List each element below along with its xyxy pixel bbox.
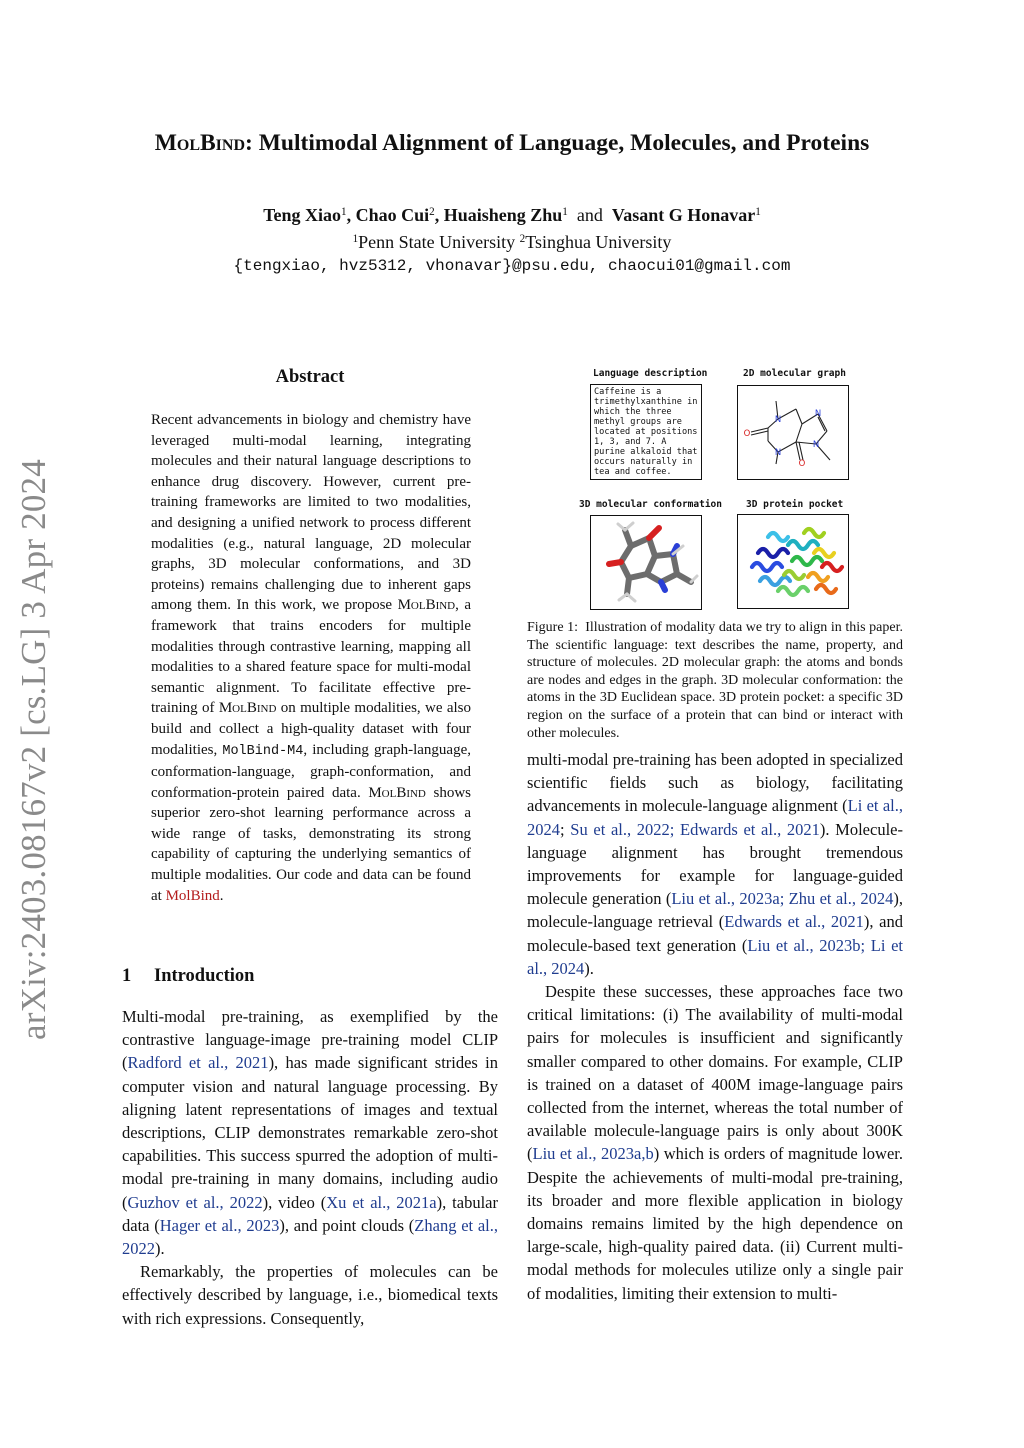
abstract-text: , including graph-language, conformation-language, graph-conformation, and conformation-protein paired data. [151, 741, 471, 801]
body-text: Remarkably, the properties of molecules can be effectively described by language, i.e., biomedical texts with rich expressions. Consequently, [122, 1262, 498, 1328]
abstract-heading: Abstract [275, 367, 345, 387]
author-name: Vasant G Honavar [611, 205, 756, 225]
author-affil-mark: 1 [562, 205, 568, 218]
author-affil-mark: 1 [755, 205, 761, 218]
paragraph [122, 1005, 498, 1260]
abstract-molbind: MolBind [368, 784, 426, 801]
left-column [122, 1005, 498, 1330]
paragraph [527, 748, 903, 980]
body-text: ), has made significant strides in computer vision and natural language processing. By aligning latent representations of images and textual descriptions, CLIP demonstrates remarkable zero-shot capabilities. This success spurred the adoption of multi-modal pre-training in many domains, including audio ( [122, 1053, 498, 1212]
citation-link[interactable]: Su et al., 2022; Edwards et al., 2021 [570, 819, 820, 839]
label-3d-molecular-conformation: 3D molecular conformation [579, 499, 722, 510]
body-text: ) which is orders of magnitude lower. Despite the achievements of multi-modal pre-training, its broader and more flexible application in biology domains remains limited by the high dependence on large-scale, high-quality paired data. (ii) Current multi-modal methods for molecules utilize only a single pair of modalities, limiting their extension to multi- [527, 1144, 903, 1303]
title-molbind: MolBind [154, 130, 246, 156]
caffeine-2d-graph [738, 386, 848, 479]
right-column [527, 748, 903, 1305]
citation-link[interactable]: Zhang et al., 2022 [122, 1215, 499, 1259]
label-language-description: Language description [593, 368, 708, 379]
abstract-text: shows superior zero-shot learning performance across a wide range of tasks, demonstrating its strong capability of capturing the underlying semantics of multiple modalities. Our code and data can be found at [151, 784, 471, 904]
paragraph [122, 1260, 498, 1330]
abstract-text: Recent advancements in biology and chemistry have leveraged multi-modal learning, integrating molecules and their natural language descriptions to enhance drug discovery. However, current pre-training frameworks are limited to two modalities, and designing a unified network to process different modalities (e.g., natural language, 2D molecular graphs, 3D molecular conformations, and 3D proteins) remains challenging due to inherent gaps among them. In this work, we propose [151, 412, 471, 614]
citation-link[interactable]: Xu et al., 2021a [326, 1192, 437, 1212]
body-text: Multi-modal pre-training, as exemplified by the contrastive language-image pre-training model CLIP ( [122, 1007, 498, 1073]
atom-label: N [812, 440, 820, 450]
citation-link[interactable]: Liu et al., 2023a; Zhu et al., 2024 [671, 889, 894, 909]
caption-text: Illustration of modality data we try to align in this paper. The scientific language: text describes the name, property, and structure of molecules. 2D molecular graph: the atoms and bonds are nodes and edges in the graph. 3D molecular conformation: the atoms in the 3D Euclidean space. 3D protein pocket: a specific 3D region on the surface of a protein that can bind or interact with other molecules. [527, 620, 903, 741]
label-2d-molecular-graph: 2D molecular graph [743, 368, 846, 379]
atom-label: N [774, 448, 782, 458]
body-text: ). Molecule-language alignment has brought tremendous improvements for example for language-guided molecule generation ( [527, 819, 903, 909]
atom-label: O [743, 429, 751, 439]
caption-label: Figure 1: [527, 620, 579, 635]
figure-1 [576, 366, 866, 616]
author-and: and [576, 205, 603, 225]
author-name: Chao Cui [355, 205, 430, 225]
body-text: ). [584, 958, 594, 978]
abstract-text: . [219, 887, 224, 904]
body-text: ; [560, 819, 571, 839]
citation-link[interactable]: Hager et al., 2023 [159, 1215, 280, 1235]
molecular-graph-box [737, 385, 849, 480]
code-link[interactable]: MolBind [165, 887, 220, 904]
body-text: ). [155, 1239, 165, 1259]
paragraph [527, 980, 903, 1305]
body-text: ), tabular data ( [122, 1192, 498, 1235]
arxiv-id-text: arXiv:2403.08167v2 [cs.LG] 3 Apr 2024 [14, 459, 53, 1040]
section-title: Introduction [154, 966, 255, 986]
body-text: ), molecule-language retrieval ( [527, 889, 903, 932]
arxiv-identifier [14, 459, 74, 1100]
atom-label: N [774, 415, 782, 425]
abstract-body [151, 410, 471, 906]
author-emails: {tengxiao, hvz5312, vhonavar}@psu.edu, chaocui01@gmail.com [233, 257, 791, 275]
affil-name: Penn State University [358, 232, 516, 252]
citation-link[interactable]: Guzhov et al., 2022 [127, 1192, 263, 1212]
citation-link[interactable]: Radford et al., 2021 [127, 1053, 269, 1073]
author-name: Teng Xiao [263, 205, 342, 225]
protein-pocket-image [738, 515, 848, 608]
paper-title [0, 130, 1024, 157]
section-heading-introduction [122, 966, 254, 987]
affil-name: Tsinghua University [525, 232, 672, 252]
body-text: ), and molecule-based text generation ( [527, 912, 903, 955]
molecular-conformation-box [590, 515, 702, 610]
figure-1-caption [527, 619, 903, 742]
atom-label: N [814, 409, 822, 419]
body-text: ), video ( [262, 1192, 327, 1212]
language-description-text: Caffeine is a trimethylxanthine in which the three methyl groups are located at positions 1, 3, and 7. A purine alkaloid that occurs naturally in tea and coffee. [594, 387, 698, 477]
caffeine-3d-conformation [591, 516, 701, 609]
body-text: Despite these successes, these approaches face two critical limitations: (i) The availability of multi-modal pairs for molecules is insufficient and significantly smaller compared to other domains. For example, CLIP is trained on a dataset of 400M image-language pairs collected from the internet, whereas the total number of available molecule-language pairs is only about 300K ( [527, 982, 903, 1164]
abstract-molbind: MolBind [218, 700, 277, 717]
language-description-box [590, 384, 702, 480]
author-affil-mark: 2 [429, 205, 435, 218]
citation-link[interactable]: Liu et al., 2023b; Li et al., 2024 [527, 935, 903, 978]
citation-link[interactable]: Liu et al., 2023a,b [532, 1144, 654, 1164]
title-rest: : Multimodal Alignment of Language, Molecules, and Proteins [245, 130, 870, 156]
affiliations [0, 232, 1024, 253]
affil-mark: 1 [352, 232, 359, 245]
protein-pocket-box [737, 514, 849, 609]
atom-label: O [798, 459, 806, 469]
body-text: multi-modal pre-training has been adopted in specialized scientific fields such as biology, facilitating advancements in molecule-language alignment ( [527, 750, 903, 816]
abstract-molbind: MolBind [397, 597, 456, 614]
author-sep: , [346, 205, 356, 225]
affil-mark: 2 [519, 232, 526, 245]
author-name: Huaisheng Zhu [443, 205, 563, 225]
citation-link[interactable]: Li et al., 2024 [527, 796, 903, 839]
citation-link[interactable]: Edwards et al., 2021 [724, 912, 864, 932]
body-text: ), and point clouds ( [279, 1215, 415, 1235]
author-sep: , [434, 205, 444, 225]
label-3d-protein-pocket: 3D protein pocket [746, 499, 844, 510]
author-affil-mark: 1 [341, 205, 347, 218]
section-number: 1 [122, 966, 132, 986]
dataset-name: MolBind-M4 [222, 743, 304, 759]
abstract-text: , a framework that trains encoders for multiple modalities through contrastive learning, mapping all modalities to a shared feature space for multi-modal semantic alignment. To facilitate effective pre-training of [151, 597, 471, 717]
abstract-text: on multiple modalities, we also build and collect a high-quality dataset with four modalities, [151, 700, 472, 758]
author-list [0, 205, 1024, 226]
